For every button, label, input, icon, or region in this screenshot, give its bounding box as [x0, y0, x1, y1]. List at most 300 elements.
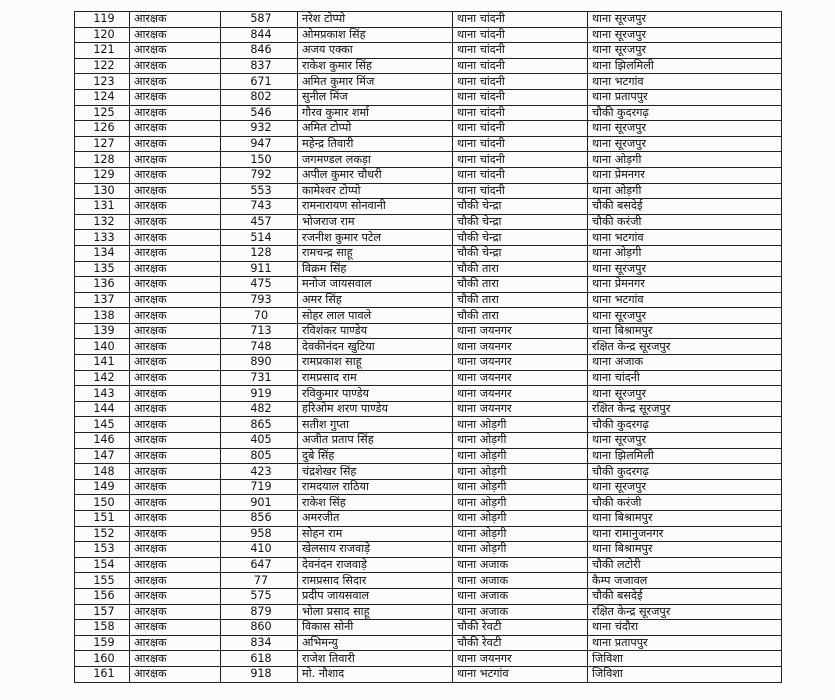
employee-name-cell: जगमण्डल लकड़ा — [298, 152, 453, 168]
employee-name-cell: रामनारायण सोनवानी — [298, 199, 453, 215]
new-posting-cell: थाना प्रतापपुर — [588, 89, 782, 105]
rank-cell: आरक्षक — [130, 620, 221, 636]
current-posting-cell: थाना अजाक — [453, 573, 588, 589]
serial-number-cell: 142 — [75, 370, 130, 386]
table-row — [75, 651, 782, 667]
badge-number-cell: 844 — [221, 27, 298, 43]
current-posting-cell: थाना जयनगर — [453, 339, 588, 355]
badge-number-cell: 671 — [221, 74, 298, 90]
table-row — [75, 355, 782, 371]
serial-number-cell: 143 — [75, 386, 130, 402]
serial-number-cell: 140 — [75, 339, 130, 355]
employee-name-cell: कामेश्वर टोप्पो — [298, 183, 453, 199]
rank-cell: आरक्षक — [130, 74, 221, 90]
rank-cell: आरक्षक — [130, 339, 221, 355]
badge-number-cell: 879 — [221, 604, 298, 620]
badge-number-cell: 932 — [221, 121, 298, 137]
serial-number-cell: 149 — [75, 479, 130, 495]
table-row — [75, 277, 782, 293]
employee-name-cell: प्रदीप जायसवाल — [298, 588, 453, 604]
employee-name-cell: दुबे सिंह — [298, 448, 453, 464]
table-row — [75, 121, 782, 137]
badge-number-cell: 890 — [221, 355, 298, 371]
rank-cell: आरक्षक — [130, 417, 221, 433]
badge-number-cell: 575 — [221, 588, 298, 604]
serial-number-cell: 122 — [75, 58, 130, 74]
table-row — [75, 58, 782, 74]
serial-number-cell: 160 — [75, 651, 130, 667]
employee-name-cell: रविकुमार पाण्डेय — [298, 386, 453, 402]
table-row — [75, 89, 782, 105]
rank-cell: आरक्षक — [130, 604, 221, 620]
serial-number-cell: 153 — [75, 542, 130, 558]
badge-number-cell: 947 — [221, 136, 298, 152]
new-posting-cell: थाना सूरजपुर — [588, 43, 782, 59]
serial-number-cell: 158 — [75, 620, 130, 636]
current-posting-cell: थाना चांदनी — [453, 105, 588, 121]
serial-number-cell: 121 — [75, 43, 130, 59]
new-posting-cell: थाना झिलमिली — [588, 58, 782, 74]
employee-name-cell: राजेश तिवारी — [298, 651, 453, 667]
table-row — [75, 573, 782, 589]
current-posting-cell: थाना ओड़गी — [453, 495, 588, 511]
rank-cell: आरक्षक — [130, 27, 221, 43]
current-posting-cell: थाना जयनगर — [453, 323, 588, 339]
rank-cell: आरक्षक — [130, 401, 221, 417]
serial-number-cell: 139 — [75, 323, 130, 339]
table-row — [75, 542, 782, 558]
current-posting-cell: थाना जयनगर — [453, 386, 588, 402]
rank-cell: आरक्षक — [130, 245, 221, 261]
rank-cell: आरक्षक — [130, 573, 221, 589]
rank-cell: आरक्षक — [130, 355, 221, 371]
employee-name-cell: राकेश कुमार सिंह — [298, 58, 453, 74]
employee-name-cell: चंद्रशेखर सिंह — [298, 464, 453, 480]
table-row — [75, 105, 782, 121]
badge-number-cell: 802 — [221, 89, 298, 105]
new-posting-cell: थाना सूरजपुर — [588, 27, 782, 43]
badge-number-cell: 128 — [221, 245, 298, 261]
table-row — [75, 433, 782, 449]
serial-number-cell: 135 — [75, 261, 130, 277]
employee-name-cell: महेन्द्र तिवारी — [298, 136, 453, 152]
current-posting-cell: थाना ओड़गी — [453, 448, 588, 464]
current-posting-cell: थाना चांदनी — [453, 152, 588, 168]
badge-number-cell: 958 — [221, 526, 298, 542]
new-posting-cell: चौकी करंजी — [588, 495, 782, 511]
rank-cell: आरक्षक — [130, 526, 221, 542]
table-row — [75, 167, 782, 183]
current-posting-cell: चौकी तारा — [453, 292, 588, 308]
badge-number-cell: 918 — [221, 666, 298, 682]
rank-cell: आरक्षक — [130, 651, 221, 667]
rank-cell: आरक्षक — [130, 666, 221, 682]
rank-cell: आरक्षक — [130, 105, 221, 121]
new-posting-cell: थाना प्रेमनगर — [588, 277, 782, 293]
employee-name-cell: सोहन राम — [298, 526, 453, 542]
current-posting-cell: थाना चांदनी — [453, 74, 588, 90]
current-posting-cell: थाना भटगांव — [453, 666, 588, 682]
table-row — [75, 199, 782, 215]
serial-number-cell: 132 — [75, 214, 130, 230]
current-posting-cell: थाना चांदनी — [453, 58, 588, 74]
new-posting-cell: जिविशा — [588, 666, 782, 682]
current-posting-cell: चौकी तारा — [453, 261, 588, 277]
table-row — [75, 417, 782, 433]
badge-number-cell: 514 — [221, 230, 298, 246]
table-row — [75, 292, 782, 308]
new-posting-cell: थाना सूरजपुर — [588, 308, 782, 324]
table-row — [75, 495, 782, 511]
employee-name-cell: भोजराज राम — [298, 214, 453, 230]
badge-number-cell: 792 — [221, 167, 298, 183]
serial-number-cell: 119 — [75, 12, 130, 28]
table-row — [75, 339, 782, 355]
serial-number-cell: 159 — [75, 635, 130, 651]
badge-number-cell: 748 — [221, 339, 298, 355]
badge-number-cell: 901 — [221, 495, 298, 511]
rank-cell: आरक्षक — [130, 277, 221, 293]
badge-number-cell: 805 — [221, 448, 298, 464]
rank-cell: आरक्षक — [130, 464, 221, 480]
badge-number-cell: 405 — [221, 433, 298, 449]
current-posting-cell: थाना ओड़गी — [453, 433, 588, 449]
table-row — [75, 370, 782, 386]
employee-name-cell: अपील कुमार चौधरी — [298, 167, 453, 183]
employee-name-cell: रामप्रकाश साहू — [298, 355, 453, 371]
new-posting-cell: थाना बिश्रामपुर — [588, 323, 782, 339]
serial-number-cell: 154 — [75, 557, 130, 573]
serial-number-cell: 133 — [75, 230, 130, 246]
transfer-list-table — [74, 11, 782, 683]
table-row — [75, 526, 782, 542]
employee-name-cell: देवनंदन राजवाड़े — [298, 557, 453, 573]
new-posting-cell: चौकी कुदरगढ़ — [588, 464, 782, 480]
serial-number-cell: 148 — [75, 464, 130, 480]
new-posting-cell: थाना सूरजपुर — [588, 386, 782, 402]
employee-name-cell: गौरव कुमार शर्मा — [298, 105, 453, 121]
employee-name-cell: खेलसाय राजवाड़े — [298, 542, 453, 558]
serial-number-cell: 145 — [75, 417, 130, 433]
serial-number-cell: 141 — [75, 355, 130, 371]
current-posting-cell: थाना चांदनी — [453, 12, 588, 28]
badge-number-cell: 647 — [221, 557, 298, 573]
rank-cell: आरक्षक — [130, 308, 221, 324]
table-row — [75, 635, 782, 651]
new-posting-cell: थाना चांदनी — [588, 370, 782, 386]
employee-name-cell: अभिमन्यु — [298, 635, 453, 651]
new-posting-cell: थाना भटगांव — [588, 74, 782, 90]
new-posting-cell: चौकी कुदरगढ़ — [588, 417, 782, 433]
current-posting-cell: थाना ओड़गी — [453, 542, 588, 558]
employee-name-cell: मो. नौशाद — [298, 666, 453, 682]
rank-cell: आरक्षक — [130, 386, 221, 402]
employee-name-cell: रविशंकर पाण्डेय — [298, 323, 453, 339]
rank-cell: आरक्षक — [130, 43, 221, 59]
new-posting-cell: चौकी बसदेई — [588, 588, 782, 604]
serial-number-cell: 150 — [75, 495, 130, 511]
new-posting-cell: चौकी बसदेई — [588, 199, 782, 215]
rank-cell: आरक्षक — [130, 230, 221, 246]
table-row — [75, 620, 782, 636]
table-row — [75, 74, 782, 90]
current-posting-cell: थाना चांदनी — [453, 89, 588, 105]
rank-cell: आरक्षक — [130, 635, 221, 651]
new-posting-cell: थाना अजाक — [588, 355, 782, 371]
current-posting-cell: थाना चांदनी — [453, 27, 588, 43]
table-row — [75, 245, 782, 261]
new-posting-cell: जिविशा — [588, 651, 782, 667]
serial-number-cell: 147 — [75, 448, 130, 464]
table-row — [75, 557, 782, 573]
badge-number-cell: 834 — [221, 635, 298, 651]
serial-number-cell: 144 — [75, 401, 130, 417]
table-row — [75, 12, 782, 28]
serial-number-cell: 157 — [75, 604, 130, 620]
serial-number-cell: 124 — [75, 89, 130, 105]
badge-number-cell: 587 — [221, 12, 298, 28]
rank-cell: आरक्षक — [130, 261, 221, 277]
current-posting-cell: थाना जयनगर — [453, 355, 588, 371]
badge-number-cell: 553 — [221, 183, 298, 199]
new-posting-cell: चौकी कुदरगढ़ — [588, 105, 782, 121]
new-posting-cell: थाना ओड़गी — [588, 183, 782, 199]
employee-name-cell: अजीत प्रताप सिंह — [298, 433, 453, 449]
employee-name-cell: देवकीनंदन खुटिया — [298, 339, 453, 355]
rank-cell: आरक्षक — [130, 152, 221, 168]
new-posting-cell: कैम्प जजावल — [588, 573, 782, 589]
employee-name-cell: मनोज जायसवाल — [298, 277, 453, 293]
employee-name-cell: रामचन्द्र साहू — [298, 245, 453, 261]
new-posting-cell: थाना प्रेमनगर — [588, 167, 782, 183]
current-posting-cell: चौकी चेन्द्रा — [453, 245, 588, 261]
badge-number-cell: 482 — [221, 401, 298, 417]
rank-cell: आरक्षक — [130, 542, 221, 558]
new-posting-cell: थाना सूरजपुर — [588, 136, 782, 152]
current-posting-cell: थाना जयनगर — [453, 370, 588, 386]
rank-cell: आरक्षक — [130, 433, 221, 449]
new-posting-cell: चौकी करंजी — [588, 214, 782, 230]
badge-number-cell: 410 — [221, 542, 298, 558]
current-posting-cell: चौकी रेवटी — [453, 620, 588, 636]
new-posting-cell: थाना सूरजपुर — [588, 121, 782, 137]
employee-name-cell: विकास सोनी — [298, 620, 453, 636]
current-posting-cell: थाना ओड़गी — [453, 526, 588, 542]
serial-number-cell: 136 — [75, 277, 130, 293]
table-row — [75, 323, 782, 339]
current-posting-cell: थाना जयनगर — [453, 401, 588, 417]
table-row — [75, 511, 782, 527]
rank-cell: आरक्षक — [130, 370, 221, 386]
new-posting-cell: थाना रामानुजनगर — [588, 526, 782, 542]
serial-number-cell: 129 — [75, 167, 130, 183]
current-posting-cell: चौकी तारा — [453, 308, 588, 324]
serial-number-cell: 138 — [75, 308, 130, 324]
new-posting-cell: थाना भटगांव — [588, 292, 782, 308]
current-posting-cell: थाना ओड़गी — [453, 511, 588, 527]
serial-number-cell: 123 — [75, 74, 130, 90]
new-posting-cell: थाना भटगांव — [588, 230, 782, 246]
rank-cell: आरक्षक — [130, 167, 221, 183]
new-posting-cell: थाना चंदौरा — [588, 620, 782, 636]
rank-cell: आरक्षक — [130, 199, 221, 215]
serial-number-cell: 134 — [75, 245, 130, 261]
badge-number-cell: 457 — [221, 214, 298, 230]
table-row — [75, 401, 782, 417]
rank-cell: आरक्षक — [130, 121, 221, 137]
table-body — [75, 12, 782, 683]
badge-number-cell: 618 — [221, 651, 298, 667]
table-row — [75, 261, 782, 277]
serial-number-cell: 127 — [75, 136, 130, 152]
current-posting-cell: चौकी चेन्द्रा — [453, 199, 588, 215]
serial-number-cell: 131 — [75, 199, 130, 215]
employee-name-cell: भोला प्रसाद साहू — [298, 604, 453, 620]
employee-name-cell: ओमप्रकाश सिंह — [298, 27, 453, 43]
employee-name-cell: सोहर लाल पावले — [298, 308, 453, 324]
rank-cell: आरक्षक — [130, 58, 221, 74]
current-posting-cell: चौकी रेवटी — [453, 635, 588, 651]
new-posting-cell: थाना ओड़गी — [588, 152, 782, 168]
new-posting-cell: रक्षित केन्द्र सूरजपुर — [588, 339, 782, 355]
current-posting-cell: थाना जयनगर — [453, 651, 588, 667]
current-posting-cell: थाना अजाक — [453, 557, 588, 573]
rank-cell: आरक्षक — [130, 323, 221, 339]
badge-number-cell: 911 — [221, 261, 298, 277]
table-row — [75, 152, 782, 168]
serial-number-cell: 128 — [75, 152, 130, 168]
current-posting-cell: थाना चांदनी — [453, 121, 588, 137]
badge-number-cell: 837 — [221, 58, 298, 74]
table-row — [75, 308, 782, 324]
new-posting-cell: थाना ओड़गी — [588, 245, 782, 261]
table-row — [75, 214, 782, 230]
table-row — [75, 588, 782, 604]
badge-number-cell: 856 — [221, 511, 298, 527]
badge-number-cell: 150 — [221, 152, 298, 168]
rank-cell: आरक्षक — [130, 557, 221, 573]
rank-cell: आरक्षक — [130, 292, 221, 308]
serial-number-cell: 155 — [75, 573, 130, 589]
current-posting-cell: थाना अजाक — [453, 604, 588, 620]
current-posting-cell: चौकी तारा — [453, 277, 588, 293]
employee-name-cell: रामप्रसाद राम — [298, 370, 453, 386]
new-posting-cell: थाना प्रतापपुर — [588, 635, 782, 651]
table-row — [75, 386, 782, 402]
employee-name-cell: राकेश सिंह — [298, 495, 453, 511]
new-posting-cell: थाना बिश्रामपुर — [588, 511, 782, 527]
rank-cell: आरक्षक — [130, 183, 221, 199]
current-posting-cell: थाना चांदनी — [453, 183, 588, 199]
current-posting-cell: थाना चांदनी — [453, 43, 588, 59]
employee-name-cell: हरिओम शरण पाण्डेय — [298, 401, 453, 417]
current-posting-cell: थाना ओड़गी — [453, 417, 588, 433]
employee-name-cell: अमर सिंह — [298, 292, 453, 308]
employee-name-cell: सुनील मिंज — [298, 89, 453, 105]
current-posting-cell: थाना चांदनी — [453, 167, 588, 183]
employee-name-cell: अमित कुमार मिंज — [298, 74, 453, 90]
new-posting-cell: थाना झिलमिली — [588, 448, 782, 464]
current-posting-cell: थाना चांदनी — [453, 136, 588, 152]
badge-number-cell: 865 — [221, 417, 298, 433]
badge-number-cell: 743 — [221, 199, 298, 215]
table-row — [75, 43, 782, 59]
badge-number-cell: 860 — [221, 620, 298, 636]
new-posting-cell: रक्षित केन्द्र सूरजपुर — [588, 604, 782, 620]
table-row — [75, 464, 782, 480]
badge-number-cell: 70 — [221, 308, 298, 324]
rank-cell: आरक्षक — [130, 495, 221, 511]
badge-number-cell: 423 — [221, 464, 298, 480]
new-posting-cell: थाना सूरजपुर — [588, 479, 782, 495]
employee-name-cell: विक्रम सिंह — [298, 261, 453, 277]
serial-number-cell: 152 — [75, 526, 130, 542]
serial-number-cell: 156 — [75, 588, 130, 604]
employee-name-cell: नरेश टोप्पो — [298, 12, 453, 28]
current-posting-cell: थाना ओड़गी — [453, 464, 588, 480]
serial-number-cell: 125 — [75, 105, 130, 121]
serial-number-cell: 137 — [75, 292, 130, 308]
rank-cell: आरक्षक — [130, 89, 221, 105]
table-row — [75, 27, 782, 43]
employee-name-cell: अमरजीत — [298, 511, 453, 527]
employee-name-cell: रजनीश कुमार पटेल — [298, 230, 453, 246]
new-posting-cell: रक्षित केन्द्र सूरजपुर — [588, 401, 782, 417]
employee-name-cell: अजय एक्का — [298, 43, 453, 59]
serial-number-cell: 161 — [75, 666, 130, 682]
current-posting-cell: चौकी चेन्द्रा — [453, 214, 588, 230]
table-row — [75, 479, 782, 495]
rank-cell: आरक्षक — [130, 12, 221, 28]
table-row — [75, 666, 782, 682]
employee-name-cell: अमित टोप्पो — [298, 121, 453, 137]
new-posting-cell: थाना बिश्रामपुर — [588, 542, 782, 558]
current-posting-cell: थाना अजाक — [453, 588, 588, 604]
rank-cell: आरक्षक — [130, 511, 221, 527]
badge-number-cell: 793 — [221, 292, 298, 308]
new-posting-cell: थाना सूरजपुर — [588, 261, 782, 277]
rank-cell: आरक्षक — [130, 479, 221, 495]
new-posting-cell: थाना सूरजपुर — [588, 12, 782, 28]
rank-cell: आरक्षक — [130, 136, 221, 152]
employee-name-cell: रामप्रसाद सिदार — [298, 573, 453, 589]
badge-number-cell: 546 — [221, 105, 298, 121]
current-posting-cell: थाना ओड़गी — [453, 479, 588, 495]
employee-name-cell: रामदयाल राठिया — [298, 479, 453, 495]
serial-number-cell: 151 — [75, 511, 130, 527]
rank-cell: आरक्षक — [130, 448, 221, 464]
table-row — [75, 183, 782, 199]
new-posting-cell: चौकी लटोरी — [588, 557, 782, 573]
badge-number-cell: 919 — [221, 386, 298, 402]
table-row — [75, 230, 782, 246]
badge-number-cell: 731 — [221, 370, 298, 386]
serial-number-cell: 126 — [75, 121, 130, 137]
badge-number-cell: 846 — [221, 43, 298, 59]
table-row — [75, 136, 782, 152]
serial-number-cell: 120 — [75, 27, 130, 43]
current-posting-cell: चौकी चेन्द्रा — [453, 230, 588, 246]
new-posting-cell: थाना सूरजपुर — [588, 433, 782, 449]
employee-name-cell: सतीश गुप्ता — [298, 417, 453, 433]
badge-number-cell: 475 — [221, 277, 298, 293]
serial-number-cell: 130 — [75, 183, 130, 199]
table-row — [75, 448, 782, 464]
rank-cell: आरक्षक — [130, 214, 221, 230]
rank-cell: आरक्षक — [130, 588, 221, 604]
badge-number-cell: 77 — [221, 573, 298, 589]
serial-number-cell: 146 — [75, 433, 130, 449]
